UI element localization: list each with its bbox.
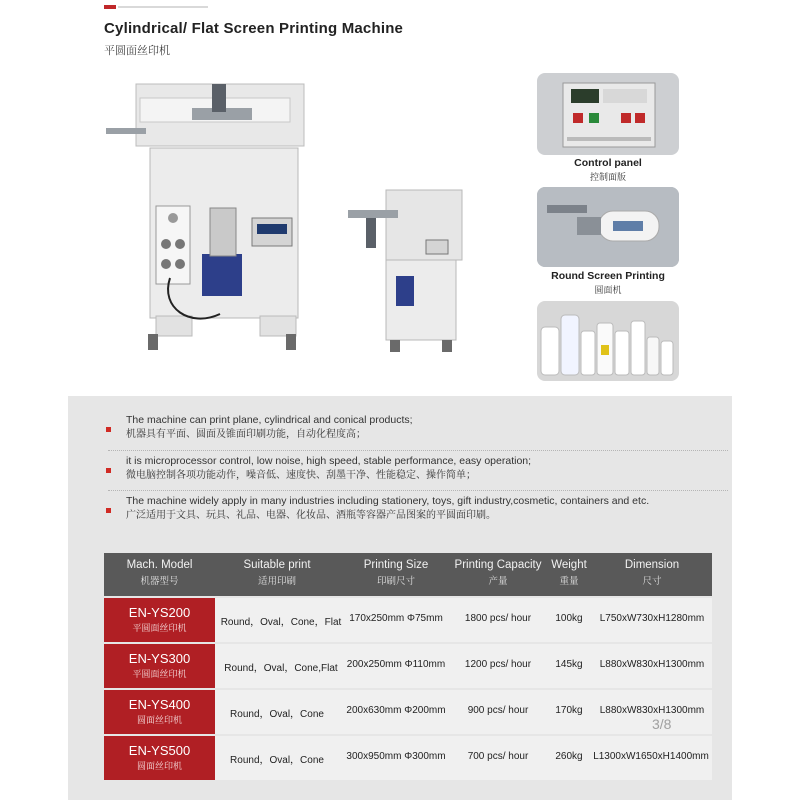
feature-text-cn: 机器具有平面、圆面及锥面印刷功能，自动化程度高； [126, 429, 366, 440]
model-name: EN-YS200 [128, 605, 191, 620]
cell-weight: 145kg [555, 659, 583, 670]
control-panel-photo [537, 73, 679, 155]
cell-capacity: 1200 pcs/ hour [464, 659, 532, 670]
header-dimension [596, 559, 708, 587]
sample-products-photo [537, 301, 679, 381]
cell-size: 200x630mm Φ200mm [346, 705, 446, 716]
round-printing-caption: Round Screen Printing [551, 270, 665, 282]
header-capacity [454, 559, 542, 587]
feature-item [126, 413, 726, 443]
page-subtitle: 平圆面丝印机 [104, 44, 170, 57]
feature-divider [108, 450, 728, 451]
model-name-cn: 平圆面丝印机 [132, 670, 187, 680]
header-model-cn: 机器型号 [140, 576, 179, 587]
machine-photo-small [330, 180, 470, 360]
cell-print: Round，Oval，Cone,Flat [224, 663, 338, 674]
machine-photo-large [100, 78, 320, 378]
header-print-en: Suitable print [243, 559, 311, 571]
cell-size: 300x950mm Φ300mm [346, 751, 446, 762]
feature-text-en: The machine can print plane, cylindrical and conical products; [126, 414, 413, 426]
model-name-cn: 平圆面丝印机 [132, 624, 187, 634]
cell-weight: 170kg [555, 705, 583, 716]
feature-text-cn: 广泛适用于文具、玩具、礼品、电器、化妆品、酒瓶等容器产品图案的平圆面印刷。 [126, 510, 496, 521]
header-weight-cn: 重量 [559, 576, 579, 587]
model-name: EN-YS500 [128, 743, 191, 758]
model-cell [104, 690, 215, 734]
model-name-cn: 圆面丝印机 [136, 716, 182, 726]
cell-dimension: L1300xW1650xH1400mm [593, 751, 709, 762]
control-panel-caption-cn: 控制面版 [589, 173, 626, 183]
feature-bullet-icon [106, 427, 111, 432]
round-printing-caption-cn: 圆面机 [594, 286, 622, 296]
header-size-en: Printing Size [363, 559, 429, 571]
header-rule [118, 6, 208, 8]
feature-text-en: The machine widely apply in many industries including stationery, toys, gift industry,cosmetic, containers and etc. [126, 495, 650, 507]
control-panel-caption: Control panel [574, 157, 642, 169]
page-title: Cylindrical/ Flat Screen Printing Machine [104, 20, 404, 37]
cell-dimension: L880xW830xH1300mm [599, 705, 705, 716]
cell-print: Round，Oval，Cone [230, 755, 324, 766]
cell-capacity: 1800 pcs/ hour [464, 613, 532, 624]
table-row [104, 690, 712, 734]
cell-size: 170x250mm Φ75mm [349, 613, 443, 624]
model-cell [104, 598, 215, 642]
header-size-cn: 印刷尺寸 [376, 576, 415, 587]
cell-size: 200x250mm Φ110mm [346, 659, 446, 670]
feature-item [126, 494, 726, 524]
model-name: EN-YS400 [128, 697, 191, 712]
model-cell [104, 736, 215, 780]
header-accent-bar [104, 5, 116, 9]
control-panel-illustration [537, 73, 679, 155]
header-capacity-en: Printing Capacity [454, 559, 542, 571]
header-dimension-en: Dimension [624, 559, 680, 571]
feature-bullet-icon [106, 508, 111, 513]
cell-print: Round，Oval，Cone，Flat [220, 617, 342, 628]
table-row [104, 644, 712, 688]
table-row [104, 598, 712, 642]
model-name-cn: 圆面丝印机 [136, 762, 182, 772]
cell-print: Round，Oval，Cone [230, 709, 324, 720]
cell-dimension: L750xW730xH1280mm [599, 613, 705, 624]
cell-weight: 260kg [555, 751, 583, 762]
header-size [346, 559, 446, 587]
cell-capacity: 700 pcs/ hour [467, 751, 529, 762]
header-weight [544, 559, 594, 587]
header-capacity-cn: 产量 [488, 576, 508, 587]
header-print [217, 559, 337, 587]
cell-capacity: 900 pcs/ hour [467, 705, 529, 716]
header-model [104, 559, 215, 587]
header-print-cn: 适用印刷 [257, 576, 296, 587]
table-row [104, 736, 712, 780]
header-model-en: Mach. Model [126, 559, 193, 571]
header-weight-en: Weight [551, 559, 587, 571]
model-cell [104, 644, 215, 688]
feature-text-cn: 微电脑控制各项功能动作，噪音低、速度快、刮墨干净、性能稳定、操作简单； [126, 470, 476, 481]
header-dimension-cn: 尺寸 [642, 576, 662, 587]
cell-weight: 100kg [555, 613, 583, 624]
feature-bullet-icon [106, 468, 111, 473]
cell-dimension: L880xW830xH1300mm [599, 659, 705, 670]
feature-divider [108, 490, 728, 491]
spec-table-header [104, 553, 712, 596]
feature-text-en: it is microprocessor control, low noise, high speed, stable performance, easy operation; [126, 455, 532, 467]
round-printing-illustration [537, 187, 679, 267]
bottles-illustration [537, 301, 679, 381]
feature-item [126, 454, 726, 484]
model-name: EN-YS300 [128, 651, 191, 666]
page-number: 3/8 [652, 716, 672, 732]
round-printing-photo [537, 187, 679, 267]
